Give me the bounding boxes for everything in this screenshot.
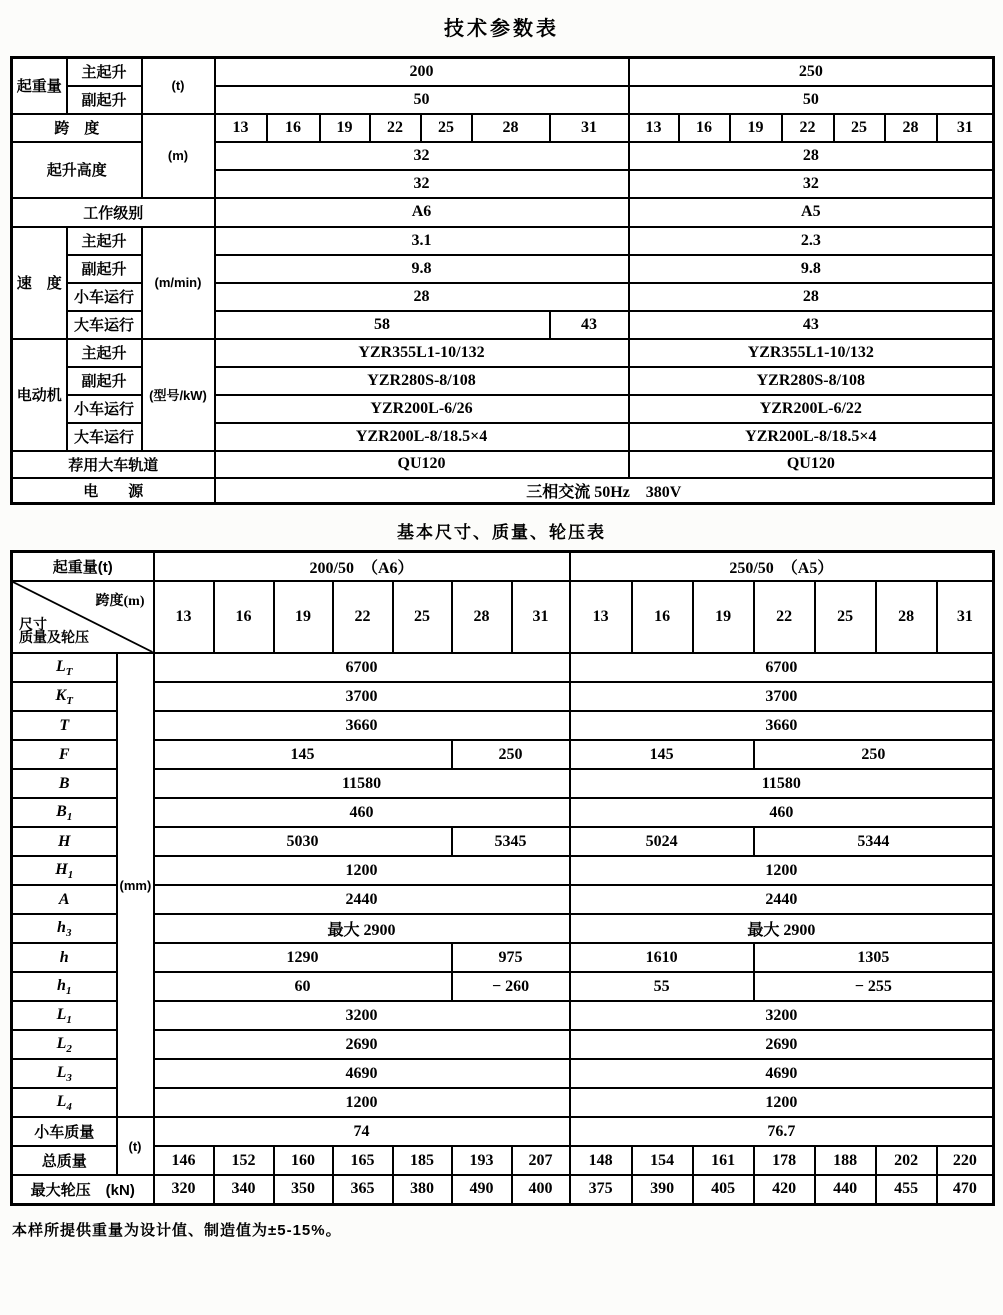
value-cell: 160 — [274, 1146, 333, 1175]
value-cell: 4690 — [570, 1059, 994, 1088]
value-cell: 470 — [937, 1175, 994, 1204]
value-cell: 200 — [215, 58, 629, 86]
value-cell: 43 — [629, 311, 994, 339]
technical-parameters-table — [10, 56, 995, 505]
second-table-title: 基本尺寸、质量、轮压表 — [397, 522, 606, 542]
value-cell: 1200 — [154, 856, 570, 885]
value-cell: 250 — [629, 58, 994, 86]
value-cell: 152 — [214, 1146, 274, 1175]
value-cell: 2.3 — [629, 227, 994, 255]
unit-model-kw: (型号/kW) — [142, 339, 215, 451]
value-cell: 28 — [629, 283, 994, 311]
span-column-header: 31 — [937, 114, 994, 142]
dimension-symbol-label: B — [12, 769, 117, 798]
value-cell: − 260 — [452, 972, 570, 1001]
span-column-header: 16 — [679, 114, 730, 142]
dimension-symbol-label: $L_T$ — [12, 653, 117, 682]
dimension-symbol-label: $B_1$ — [12, 798, 117, 827]
value-cell: QU120 — [629, 451, 994, 478]
crane-travel-label: 大车运行 — [67, 423, 142, 451]
aux-hoist-label: 副起升 — [67, 86, 142, 114]
span-column-header: 31 — [937, 581, 994, 653]
max-wheel-load-label: 最大轮压 (kN) — [12, 1175, 154, 1204]
value-cell: 3700 — [154, 682, 570, 711]
diagonal-header-cell — [13, 582, 153, 652]
span-column-header: 22 — [782, 114, 834, 142]
value-cell: YZR355L1-10/132 — [629, 339, 994, 367]
diag-label-span: 跨度(m) — [95, 594, 145, 609]
value-cell: 3200 — [154, 1001, 570, 1030]
value-cell: 11580 — [154, 769, 570, 798]
diag-label-mass-wheelload: 质量及轮压 — [19, 631, 89, 646]
value-cell: YZR200L-6/22 — [629, 395, 994, 423]
span-column-header: 31 — [550, 114, 629, 142]
value-cell: YZR280S-8/108 — [215, 367, 629, 395]
dimension-symbol-label: A — [12, 885, 117, 914]
dimension-symbol-label: $L_1$ — [12, 1001, 117, 1030]
dimension-symbol-label: h — [12, 943, 117, 972]
span-column-header: 19 — [693, 581, 754, 653]
value-cell: 最大 2900 — [154, 914, 570, 943]
dimension-symbol-label: $L_2$ — [12, 1030, 117, 1059]
span-column-header: 16 — [267, 114, 320, 142]
value-cell: 250 — [754, 740, 994, 769]
value-cell: 3.1 — [215, 227, 629, 255]
dimension-symbol-label: $L_4$ — [12, 1088, 117, 1117]
span-column-header: 16 — [214, 581, 274, 653]
dimension-symbol-label: $K_T$ — [12, 682, 117, 711]
value-cell: 5344 — [754, 827, 994, 856]
span-column-header: 28 — [452, 581, 512, 653]
value-cell: 3660 — [154, 711, 570, 740]
value-cell: 455 — [876, 1175, 937, 1204]
trolley-travel-label: 小车运行 — [67, 283, 142, 311]
unit-tonnes: (t) — [117, 1117, 154, 1175]
value-cell: 1200 — [570, 1088, 994, 1117]
value-cell: 60 — [154, 972, 452, 1001]
dimension-symbol-label: F — [12, 740, 117, 769]
value-cell: 405 — [693, 1175, 754, 1204]
value-cell: 5030 — [154, 827, 452, 856]
page-title: 技术参数表 — [444, 18, 559, 40]
value-cell: 193 — [452, 1146, 512, 1175]
value-cell: 380 — [393, 1175, 452, 1204]
variant-left-header: 200/50 （A6） — [154, 551, 570, 581]
value-cell: 74 — [154, 1117, 570, 1146]
value-cell: 165 — [333, 1146, 393, 1175]
value-cell: 202 — [876, 1146, 937, 1175]
value-cell: 50 — [629, 86, 994, 114]
span-column-header: 28 — [472, 114, 550, 142]
dimensions-mass-wheelload-table — [10, 550, 995, 1206]
value-cell: 43 — [550, 311, 629, 339]
value-cell: 375 — [570, 1175, 632, 1204]
variant-right-header: 250/50 （A5） — [570, 551, 994, 581]
span-column-header: 16 — [632, 581, 693, 653]
value-cell: 185 — [393, 1146, 452, 1175]
value-cell: 50 — [215, 86, 629, 114]
motor-group-label: 电动机 — [12, 339, 67, 451]
unit-mm: (mm) — [117, 653, 154, 1117]
value-cell: 365 — [333, 1175, 393, 1204]
value-cell: 6700 — [154, 653, 570, 682]
span-column-header: 28 — [885, 114, 937, 142]
trolley-travel-label: 小车运行 — [67, 395, 142, 423]
value-cell: YZR280S-8/108 — [629, 367, 994, 395]
value-cell: 3660 — [570, 711, 994, 740]
span-column-header: 13 — [154, 581, 214, 653]
value-cell: 400 — [512, 1175, 570, 1204]
value-cell: 420 — [754, 1175, 815, 1204]
value-cell: 161 — [693, 1146, 754, 1175]
value-cell: − 255 — [754, 972, 994, 1001]
dimension-symbol-label: H — [12, 827, 117, 856]
value-cell: 220 — [937, 1146, 994, 1175]
footnote: 本样所提供重量为设计值、制造值为±5-15%。 — [12, 1221, 342, 1239]
value-cell: YZR200L-6/26 — [215, 395, 629, 423]
value-cell: 1290 — [154, 943, 452, 972]
value-cell: 145 — [154, 740, 452, 769]
value-cell: 55 — [570, 972, 754, 1001]
span-column-header: 25 — [834, 114, 885, 142]
value-cell: 2690 — [570, 1030, 994, 1059]
span-column-header: 19 — [730, 114, 782, 142]
dimension-symbol-label: $H_1$ — [12, 856, 117, 885]
span-column-header: 25 — [815, 581, 876, 653]
main-hoist-label: 主起升 — [67, 227, 142, 255]
main-hoist-label: 主起升 — [67, 58, 142, 86]
value-cell: 9.8 — [629, 255, 994, 283]
value-cell: 2440 — [154, 885, 570, 914]
value-cell: 28 — [629, 142, 994, 170]
value-cell: 最大 2900 — [570, 914, 994, 943]
capacity-header: 起重量(t) — [12, 551, 154, 581]
value-cell: 9.8 — [215, 255, 629, 283]
corner-diagonal-cell — [12, 581, 154, 653]
speed-group-label: 速 度 — [12, 227, 67, 339]
span-column-header: 22 — [754, 581, 815, 653]
value-cell: 11580 — [570, 769, 994, 798]
value-cell: 4690 — [154, 1059, 570, 1088]
recommended-rail-label: 荐用大车轨道 — [12, 451, 215, 478]
aux-hoist-label: 副起升 — [67, 255, 142, 283]
dimension-symbol-label: $L_3$ — [12, 1059, 117, 1088]
value-cell: 148 — [570, 1146, 632, 1175]
value-cell: 2690 — [154, 1030, 570, 1059]
value-cell: 350 — [274, 1175, 333, 1204]
span-column-header: 22 — [370, 114, 421, 142]
value-cell: YZR200L-8/18.5×4 — [629, 423, 994, 451]
value-cell: 440 — [815, 1175, 876, 1204]
span-column-header: 31 — [512, 581, 570, 653]
diag-label-dimension: 尺寸 — [19, 618, 47, 633]
dimension-symbol-label: T — [12, 711, 117, 740]
value-cell: 146 — [154, 1146, 214, 1175]
value-cell: QU120 — [215, 451, 629, 478]
value-cell: 3200 — [570, 1001, 994, 1030]
value-cell: 250 — [452, 740, 570, 769]
value-cell: A6 — [215, 198, 629, 227]
power-supply-value: 三相交流 50Hz 380V — [215, 478, 994, 504]
value-cell: 1610 — [570, 943, 754, 972]
value-cell: 145 — [570, 740, 754, 769]
unit-tonnes: (t) — [142, 58, 215, 114]
value-cell: 320 — [154, 1175, 214, 1204]
value-cell: 58 — [215, 311, 550, 339]
main-hoist-label: 主起升 — [67, 339, 142, 367]
value-cell: 460 — [570, 798, 994, 827]
capacity-group-label: 起重量 — [12, 58, 67, 114]
span-column-header: 13 — [215, 114, 267, 142]
dimension-symbol-label: $h_1$ — [12, 972, 117, 1001]
value-cell: 5024 — [570, 827, 754, 856]
span-column-header: 25 — [421, 114, 472, 142]
value-cell: 207 — [512, 1146, 570, 1175]
span-column-header: 13 — [629, 114, 679, 142]
unit-m-per-min: (m/min) — [142, 227, 215, 339]
duty-class-label: 工作级别 — [12, 198, 215, 227]
value-cell: 1200 — [154, 1088, 570, 1117]
value-cell: 460 — [154, 798, 570, 827]
value-cell: 975 — [452, 943, 570, 972]
value-cell: A5 — [629, 198, 994, 227]
value-cell: 1200 — [570, 856, 994, 885]
value-cell: 390 — [632, 1175, 693, 1204]
value-cell: 5345 — [452, 827, 570, 856]
value-cell: 32 — [215, 170, 629, 198]
lift-height-label: 起升高度 — [12, 142, 142, 198]
span-column-header: 19 — [320, 114, 370, 142]
value-cell: 6700 — [570, 653, 994, 682]
trolley-mass-label: 小车质量 — [12, 1117, 117, 1146]
span-column-header: 19 — [274, 581, 333, 653]
aux-hoist-label: 副起升 — [67, 367, 142, 395]
value-cell: 1305 — [754, 943, 994, 972]
value-cell: YZR355L1-10/132 — [215, 339, 629, 367]
value-cell: 178 — [754, 1146, 815, 1175]
value-cell: 28 — [215, 283, 629, 311]
total-mass-label: 总质量 — [12, 1146, 117, 1175]
dimension-symbol-label: $h_3$ — [12, 914, 117, 943]
span-label: 跨 度 — [12, 114, 142, 142]
value-cell: 188 — [815, 1146, 876, 1175]
value-cell: 340 — [214, 1175, 274, 1204]
value-cell: 2440 — [570, 885, 994, 914]
value-cell: 32 — [629, 170, 994, 198]
span-column-header: 22 — [333, 581, 393, 653]
span-column-header: 28 — [876, 581, 937, 653]
value-cell: 76.7 — [570, 1117, 994, 1146]
span-column-header: 25 — [393, 581, 452, 653]
value-cell: 3700 — [570, 682, 994, 711]
crane-travel-label: 大车运行 — [67, 311, 142, 339]
value-cell: 154 — [632, 1146, 693, 1175]
power-supply-label: 电 源 — [12, 478, 215, 504]
span-column-header: 13 — [570, 581, 632, 653]
value-cell: YZR200L-8/18.5×4 — [215, 423, 629, 451]
value-cell: 490 — [452, 1175, 512, 1204]
unit-metres: (m) — [142, 114, 215, 198]
value-cell: 32 — [215, 142, 629, 170]
